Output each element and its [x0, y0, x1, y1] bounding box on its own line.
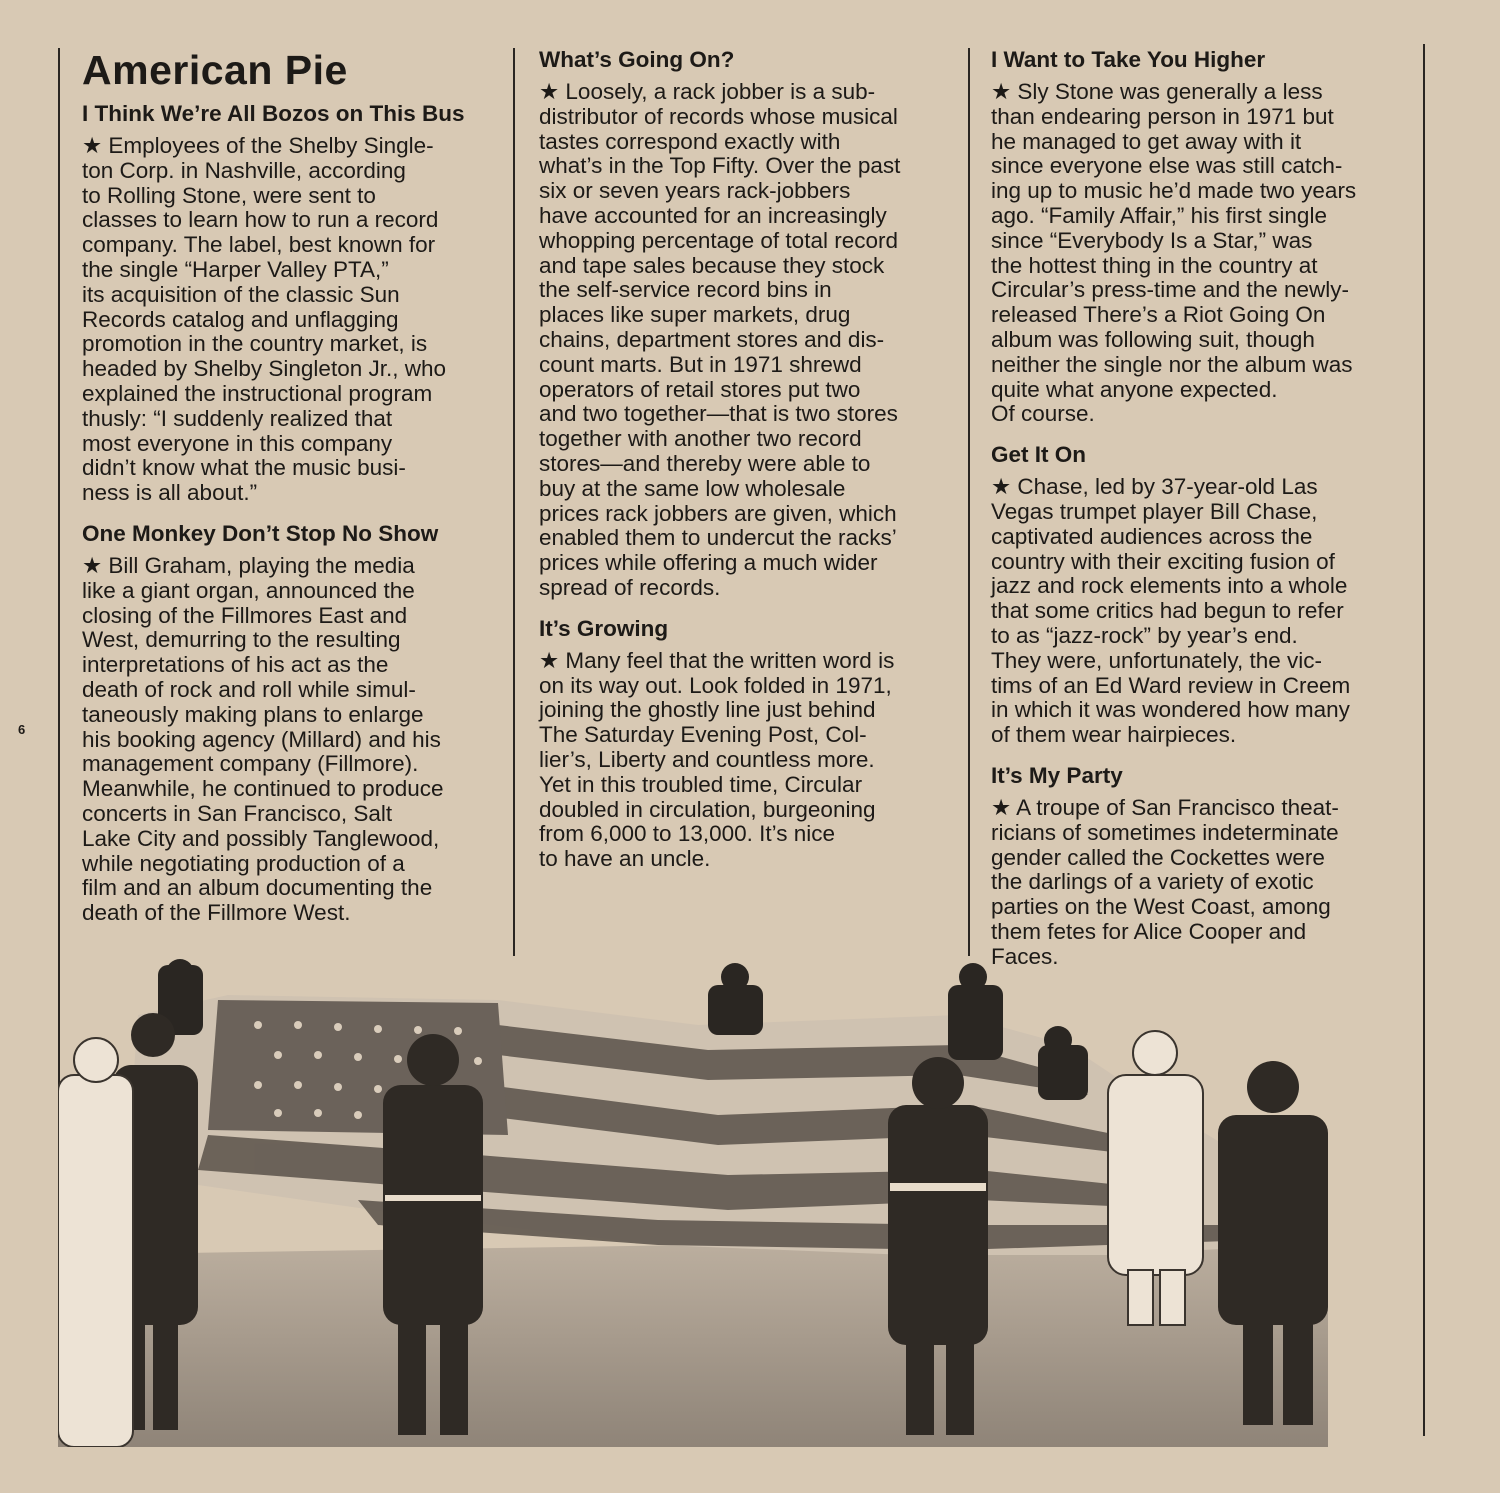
section-body: ★ Chase, led by 37-year-old Las Vegas trumpet player Bill Chase, captivated audiences across the country with their exciting fusion of jazz and rock elements into a whole that some critics had begun to refer to as “jazz-rock” by year’s end. They were, unfortunately, the vic- tims of an Ed Ward review in Creem in which it was wondered how many of them wear hairpieces.: [991, 474, 1351, 748]
page-title: American Pie: [82, 47, 348, 93]
section-body: ★ Employees of the Shelby Single- ton Corp. in Nashville, according to Rolling Stone, were sent to classes to learn how to run a record company. The label, best known for the single “Harper Valley PTA,” its acquisition of the classic Sun Records catalog and unflagging promotion in the country market, is headed by Shelby Singleton Jr., who explained the instructional program thusly: “I suddenly realized that most everyone in this company didn’t know what the music busi- ness is all about.”: [82, 133, 446, 506]
column-rule-center-right: [968, 48, 970, 956]
section-heading: Get It On: [991, 442, 1086, 468]
page-number: 6: [18, 722, 26, 737]
column-3: [991, 38, 1409, 984]
column-1: [82, 38, 500, 940]
section-heading: It’s My Party: [991, 762, 1123, 788]
column-rule-center-left: [513, 48, 515, 956]
section-body: ★ Loosely, a rack jobber is a sub- distributor of records whose musical tastes correspond exactly with what’s in the Top Fifty. Over the past six or seven years rack-jobbers have accounted for an increasingly whopping percentage of total record and tape sales because they stock the self-service record bins in places like super markets, drug chains, department stores and dis- count marts. But in 1971 shrewd operators of retail stores put two and two together—that is two stores together with another two record stores—and thereby were able to buy at the same low wholesale prices rack jobbers are given, which enabled them to undercut the racks’ prices while offering a much wider spread of records.: [539, 79, 901, 600]
flag-honor-guard-photo: [58, 955, 1328, 1447]
section-heading: I Want to Take You Higher: [991, 47, 1266, 72]
section-heading: I Think We’re All Bozos on This Bus: [82, 101, 465, 126]
column-rule-right: [1423, 44, 1425, 1436]
section-body: ★ Sly Stone was generally a less than endearing person in 1971 but he managed to get away with it since everyone else was still catch- ing up to music he’d made two years ago. “Family Affair,” his first single since “Everybody Is a Star,” was the hottest thing in the country at Circular’s press-time and the newly- released There’s a Riot Going On album was following suit, though neither the single nor the album was quite what anyone expected. Of course.: [991, 79, 1357, 427]
section-body: ★ A troupe of San Francisco theat- ricians of sometimes indeterminate gender called the Cockettes were the darlings of a variety of exotic parties on the West Coast, among them fetes for Alice Cooper and Faces.: [991, 794, 1339, 969]
section-heading: It’s Growing: [539, 615, 669, 641]
section-heading: One Monkey Don’t Stop No Show: [82, 520, 439, 546]
column-2: [539, 38, 957, 886]
section-heading: What’s Going On?: [539, 47, 735, 72]
section-body: ★ Bill Graham, playing the media like a giant organ, announced the closing of the Fillmores East and West, demurring to the resulting interpretations of his act as the death of rock and roll while simul- taneously making plans to enlarge his booking agency (Millard) and his management company (Fillmore). Meanwhile, he continued to produce concerts in San Francisco, Salt Lake City and possibly Tanglewood, while negotiating production of a film and an album documenting the death of the Fillmore West.: [82, 552, 444, 926]
section-body: ★ Many feel that the written word is on its way out. Look folded in 1971, joining the ghostly line just behind The Saturday Evening Post, Col- lier’s, Liberty and countless more. Yet in this troubled time, Circular doubled in circulation, burgeoning from 6,000 to 13,000. It’s nice to have an uncle.: [539, 647, 895, 872]
